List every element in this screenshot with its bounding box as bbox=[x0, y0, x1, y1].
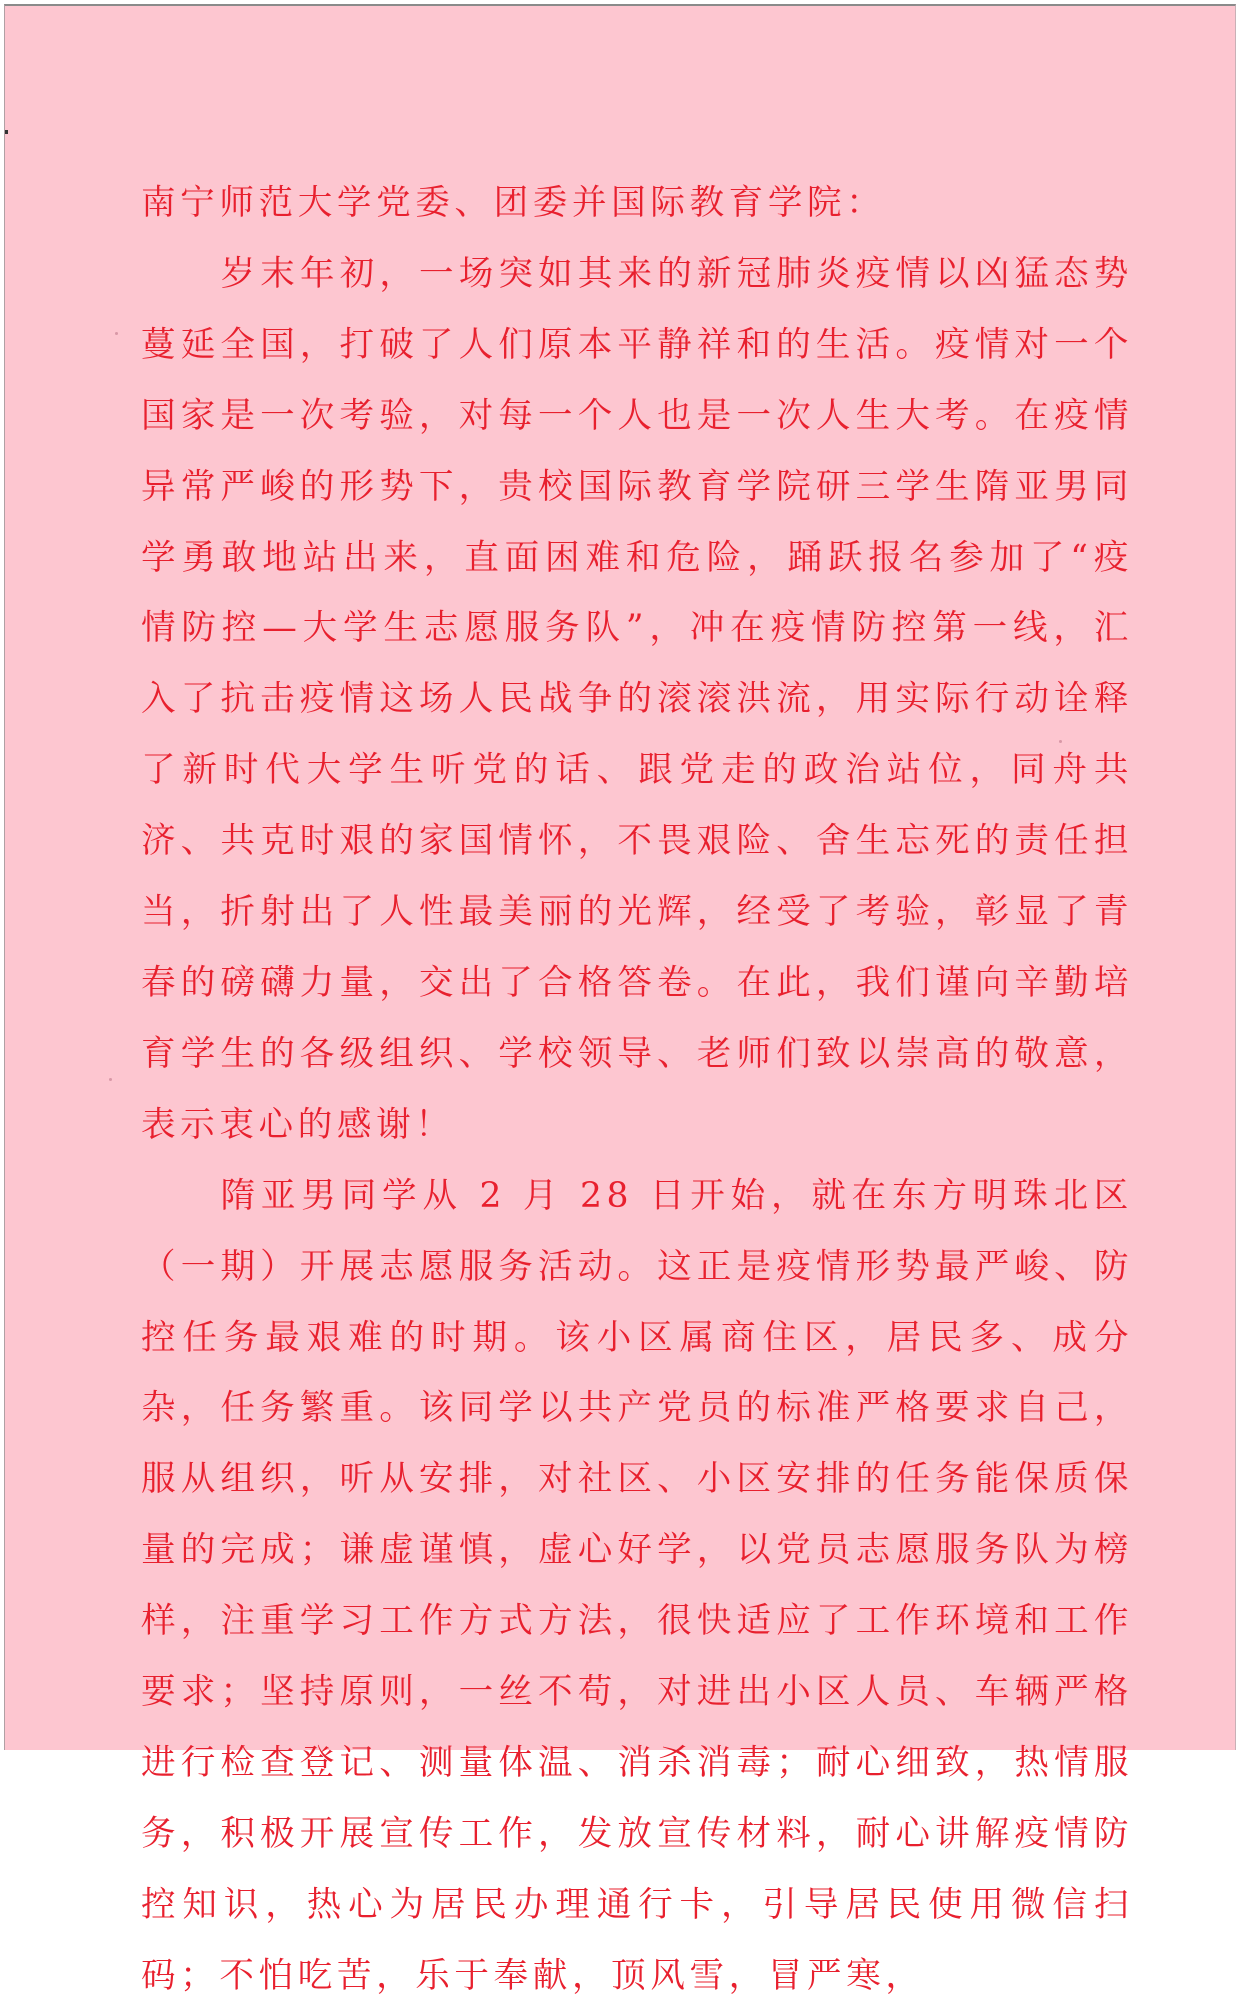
letter-salutation: 南宁师范大学党委、团委并国际教育学院： bbox=[141, 183, 886, 223]
letter-paragraph: 岁末年初，一场突如其来的新冠肺炎疫情以凶猛态势蔓延全国，打破了人们原本平静祥和的生活。疫情对一个国家是一次考验，对每一个人也是一次人生大考。在疫情异常严峻的形势下，贵校国际教育学院研三学生隋亚男同学勇敢地站出来，直面困难和危险，踊跃报名参加了“疫情防控—大学生志愿服务队”，冲在疫情防控第一线，汇入了抗击疫情这场人民战争的滚滚洪流，用实际行动诠释了新时代大学生听党的话、跟党走的政治站位，同舟共济、共克时艰的家国情怀，不畏艰险、舍生忘死的责任担当，折射出了人性最美丽的光辉，经受了考验，彰显了青春的磅礴力量，交出了合格答卷。在此，我们谨向辛勤培育学生的各级组织、学校领导、老师们致以崇高的敬意，表示衷心的感谢！ bbox=[141, 253, 1133, 1145]
letter-body bbox=[141, 168, 1133, 2012]
scan-mark bbox=[5, 130, 8, 134]
scan-speck bbox=[109, 1078, 112, 1081]
letter-paragraph: 隋亚男同学从 2 月 28 日开始，就在东方明珠北区（一期）开展志愿服务活动。这正是疫情形势最严峻、防控任务最艰难的时期。该小区属商住区，居民多、成分杂，任务繁重。该同学以共产党员的标准严格要求自己，服从组织，听从安排，对社区、小区安排的任务能保质保量的完成；谦虚谨慎，虚心好学，以党员志愿服务队为榜样，注重学习工作方式方法，很快适应了工作环境和工作要求；坚持原则，一丝不苟，对进出小区人员、车辆严格进行检查登记、测量体温、消杀消毒；耐心细致，热情服务，积极开展宣传工作，发放宣传材料，耐心讲解疫情防控知识，热心为居民办理通行卡，引导居民使用微信扫码；不怕吃苦，乐于奉献，顶风雪，冒严寒， bbox=[141, 1175, 1133, 1996]
letter-sheet bbox=[4, 4, 1236, 1996]
scan-speck bbox=[115, 332, 118, 335]
